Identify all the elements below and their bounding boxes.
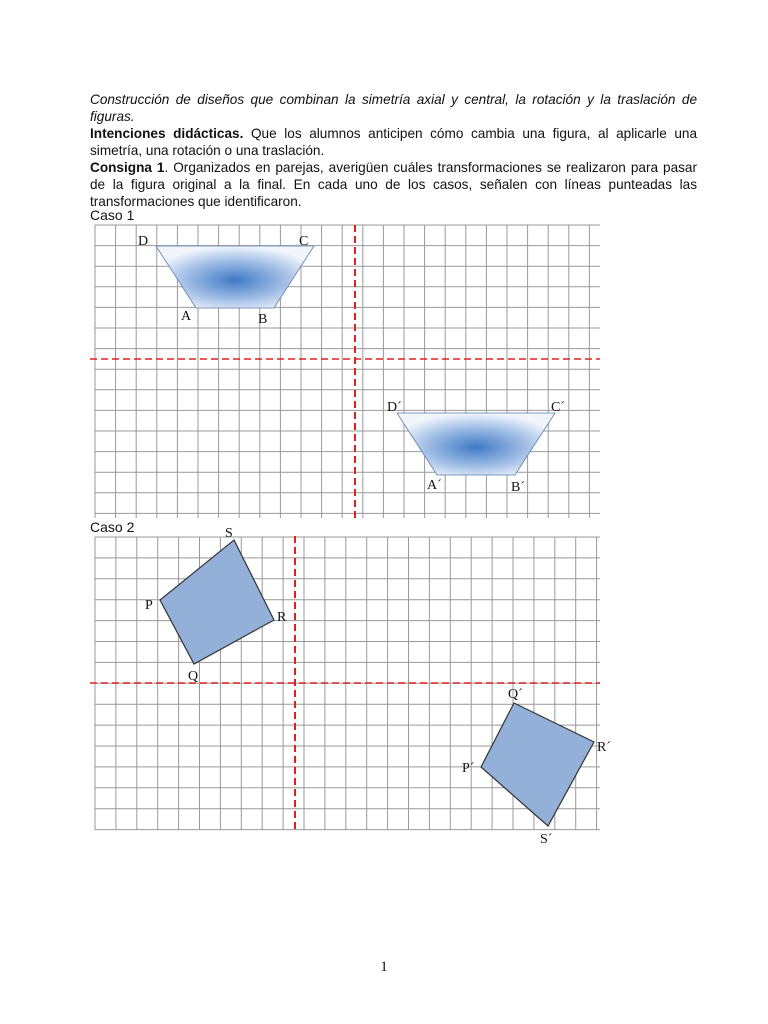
activity-title: Construcción de diseños que combinan la simetría axial y central, la rotación y la traslación de figuras. xyxy=(90,92,697,124)
case-2-label: Caso 2 xyxy=(90,519,135,535)
point-A-prime: A´ xyxy=(427,478,442,493)
point-P: P xyxy=(145,598,153,613)
intenciones-text: Que los alumnos anticipen cómo cambia una figura, al aplicarle una simetría, una rotación o una traslación. xyxy=(90,126,698,158)
point-B-prime: B´ xyxy=(511,480,525,495)
consigna-label: Consigna 1 xyxy=(90,160,165,175)
point-S-prime: S´ xyxy=(540,832,553,847)
point-C: C xyxy=(299,234,309,249)
point-D: D xyxy=(138,234,149,249)
point-B: B xyxy=(258,312,268,327)
case-1-label: Caso 1 xyxy=(90,207,135,223)
point-R: R xyxy=(277,610,287,625)
page-number: 1 xyxy=(380,959,388,975)
point-Q: Q xyxy=(188,669,199,684)
trapezoid-image xyxy=(397,413,555,475)
point-S: S xyxy=(225,526,233,541)
intenciones-label: Intenciones didácticas. xyxy=(90,126,244,141)
point-A: A xyxy=(181,309,192,324)
square-original xyxy=(160,540,274,664)
trapezoid-original xyxy=(156,246,314,308)
point-R-prime: R´ xyxy=(597,740,611,755)
consigna-text: . Organizados en parejas, averigüen cuáles transformaciones se realizaron para pasar de la figura original a la final. En cada uno de los casos, señalen con líneas punteadas las transformaciones que identificaron. xyxy=(90,160,698,209)
point-P-prime: P´ xyxy=(462,761,475,776)
square-image xyxy=(481,703,594,826)
point-C-prime: C´ xyxy=(551,400,565,415)
point-Q-prime: Q´ xyxy=(508,687,523,702)
point-D-prime: D´ xyxy=(387,400,402,415)
